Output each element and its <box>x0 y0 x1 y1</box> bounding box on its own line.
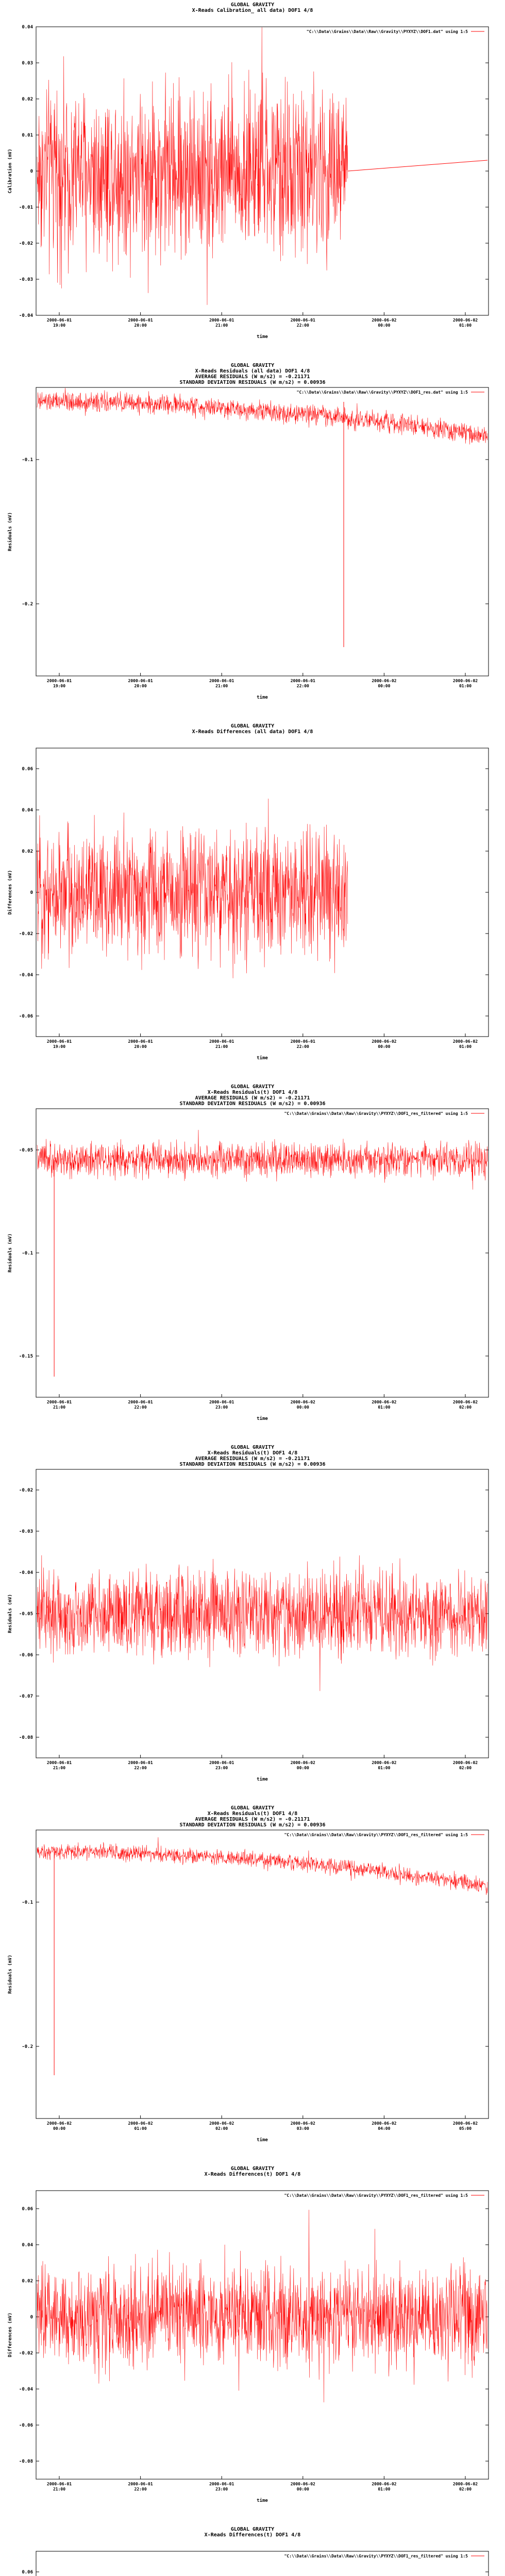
chart-title-line: STANDARD DEVIATION RESIDUALS (W m/s2) = 0.00936 <box>179 1101 326 1107</box>
y-axis-label: Residuals (mV) <box>8 1955 13 1994</box>
x-tick-label: 22:00 <box>296 323 309 328</box>
series-tail <box>348 160 487 171</box>
x-tick-label: 2000-06-01 <box>209 1760 234 1765</box>
y-tick-label: -0.06 <box>19 1014 33 1019</box>
chart-title-line: AVERAGE RESIDUALS (W m/s2) = -0.21171 <box>195 1817 310 1822</box>
x-tick-label: 2000-06-01 <box>128 679 153 683</box>
y-tick-label: -0.1 <box>22 1900 33 1905</box>
y-axis-label: Differences (mV) <box>8 2312 13 2358</box>
x-tick-label: 01:00 <box>378 2487 391 2492</box>
chart-title-line: X-Reads Residuals(t) DOF1 4/8 <box>207 1090 298 1095</box>
legend-label: "C:\\Data\\Grains\\Data\\Raw\\Gravity\\PYXYZ\\DOF1_res_filtered" using 1:5 <box>284 1111 468 1116</box>
y-tick-label: 0.02 <box>22 849 33 854</box>
chart-panel <box>0 2524 505 2576</box>
x-tick-label: 2000-06-01 <box>209 1039 234 1044</box>
x-tick-label: 2000-06-02 <box>372 2121 397 2126</box>
chart-title-line: GLOBAL GRAVITY <box>230 723 275 729</box>
x-tick-label: 05:00 <box>459 2126 472 2131</box>
plot-frame <box>36 387 489 676</box>
x-tick-label: 21:00 <box>215 1044 228 1049</box>
x-tick-label: 22:00 <box>134 2487 147 2492</box>
x-axis-label: time <box>257 1056 268 1061</box>
x-tick-label: 23:00 <box>215 2487 228 2492</box>
x-tick-label: 2000-06-02 <box>209 2121 234 2126</box>
y-tick-label: -0.08 <box>19 1735 33 1740</box>
x-axis-label: time <box>257 1777 268 1782</box>
x-tick-label: 2000-06-02 <box>290 2121 315 2126</box>
y-tick-label: 0.04 <box>22 808 33 813</box>
x-tick-label: 2000-06-02 <box>452 2482 478 2486</box>
y-axis-label: Residuals (mV) <box>8 1594 13 1633</box>
y-tick-label: -0.07 <box>19 1694 33 1699</box>
chart-svg <box>0 1443 505 1803</box>
y-tick-label: -0.02 <box>19 2351 33 2356</box>
chart-panel <box>0 2164 505 2524</box>
x-tick-label: 2000-06-02 <box>290 2482 315 2486</box>
x-tick-label: 2000-06-02 <box>372 1400 397 1404</box>
chart-svg <box>0 1082 505 1443</box>
x-tick-label: 2000-06-01 <box>46 318 72 323</box>
x-tick-label: 00:00 <box>378 323 391 328</box>
x-tick-label: 2000-06-01 <box>128 318 153 323</box>
x-tick-label: 19:00 <box>53 684 66 688</box>
plot-frame <box>36 1830 489 2119</box>
chart-title-line: GLOBAL GRAVITY <box>230 2 275 8</box>
y-tick-label: -0.03 <box>19 277 33 282</box>
x-tick-label: 20:00 <box>134 1044 147 1049</box>
x-axis-label: time <box>257 2138 268 2143</box>
y-tick-label: -0.02 <box>19 1488 33 1493</box>
x-tick-label: 2000-06-01 <box>209 318 234 323</box>
chart-title-line: GLOBAL GRAVITY <box>230 2527 275 2532</box>
x-tick-label: 2000-06-02 <box>452 1039 478 1044</box>
y-tick-label: 0.03 <box>22 61 33 66</box>
x-tick-label: 2000-06-02 <box>372 1760 397 1765</box>
y-tick-label: 0 <box>30 169 33 174</box>
x-tick-label: 01:00 <box>459 684 472 688</box>
x-tick-label: 22:00 <box>134 1405 147 1410</box>
x-tick-label: 02:00 <box>459 1405 472 1410</box>
y-tick-label: 0.02 <box>22 2279 33 2284</box>
chart-panel <box>0 0 505 361</box>
x-tick-label: 20:00 <box>134 323 147 328</box>
x-tick-label: 00:00 <box>378 684 391 688</box>
series-line <box>37 799 348 978</box>
chart-title-line: AVERAGE RESIDUALS (W m/s2) = -0.21171 <box>195 374 310 380</box>
legend-label: "C:\\Data\\Grains\\Data\\Raw\\Gravity\\PYXYZ\\DOF1_res_filtered" using 1:5 <box>284 1833 468 1837</box>
chart-title-line: AVERAGE RESIDUALS (W m/s2) = -0.21171 <box>195 1095 310 1101</box>
y-tick-label: 0 <box>30 2315 33 2320</box>
chart-title-line: X-Reads Calibration_ all data) DOF1 4/8 <box>192 8 313 13</box>
chart-title-line: X-Reads Differences(t) DOF1 4/8 <box>204 2172 301 2177</box>
chart-title-line: X-Reads Differences(t) DOF1 4/8 <box>204 2532 301 2538</box>
series-line <box>37 1837 487 1895</box>
chart-panel <box>0 1443 505 1803</box>
x-tick-label: 01:00 <box>134 2126 147 2131</box>
series-line <box>37 1555 487 1691</box>
series-line <box>37 27 348 305</box>
x-tick-label: 01:00 <box>459 323 472 328</box>
legend-label: "C:\\Data\\Grains\\Data\\Raw\\Gravity\\PYXYZ\\DOF1_res_filtered" using 1:5 <box>284 2193 468 2198</box>
chart-panel <box>0 1803 505 2164</box>
chart-svg <box>0 0 505 361</box>
y-tick-label: -0.01 <box>19 205 33 210</box>
x-axis-label: time <box>257 2498 268 2503</box>
x-tick-label: 2000-06-01 <box>290 1039 315 1044</box>
legend-label: "C:\\Data\\Grains\\Data\\Raw\\Gravity\\PYXYZ\\DOF1.dat" using 1:5 <box>306 29 468 34</box>
x-tick-label: 23:00 <box>215 1766 228 1770</box>
x-tick-label: 21:00 <box>53 2487 66 2492</box>
y-tick-label: -0.08 <box>19 2459 33 2464</box>
x-tick-label: 01:00 <box>459 1044 472 1049</box>
chart-svg <box>0 2164 505 2524</box>
x-tick-label: 02:00 <box>459 1766 472 1770</box>
chart-title-line: STANDARD DEVIATION RESIDUALS (W m/s2) = 0.00936 <box>179 380 326 385</box>
chart-title-line: STANDARD DEVIATION RESIDUALS (W m/s2) = 0.00936 <box>179 1822 326 1828</box>
x-tick-label: 21:00 <box>215 323 228 328</box>
chart-title-line: GLOBAL GRAVITY <box>230 2166 275 2172</box>
x-tick-label: 2000-06-01 <box>128 1760 153 1765</box>
y-tick-label: 0.04 <box>22 25 33 30</box>
x-tick-label: 21:00 <box>53 1766 66 1770</box>
x-tick-label: 2000-06-01 <box>290 318 315 323</box>
y-tick-label: -0.03 <box>19 1529 33 1534</box>
x-tick-label: 2000-06-02 <box>372 679 397 683</box>
x-tick-label: 00:00 <box>296 1405 309 1410</box>
x-tick-label: 2000-06-01 <box>209 679 234 683</box>
y-tick-label: 0.06 <box>22 767 33 772</box>
x-tick-label: 00:00 <box>378 1044 391 1049</box>
y-tick-label: 0.01 <box>22 133 33 138</box>
y-tick-label: 0.06 <box>22 2207 33 2212</box>
legend-label: "C:\\Data\\Grains\\Data\\Raw\\Gravity\\PYXYZ\\DOF1_res_filtered" using 1:5 <box>284 2554 468 2558</box>
chart-title-line: GLOBAL GRAVITY <box>230 363 275 368</box>
x-tick-label: 22:00 <box>296 1044 309 1049</box>
chart-panel <box>0 1082 505 1443</box>
y-tick-label: -0.02 <box>19 241 33 246</box>
x-tick-label: 2000-06-01 <box>46 1039 72 1044</box>
y-tick-label: -0.04 <box>19 1570 33 1575</box>
chart-panel <box>0 361 505 721</box>
x-tick-label: 22:00 <box>296 684 309 688</box>
x-tick-label: 2000-06-02 <box>452 318 478 323</box>
y-tick-label: 0 <box>30 890 33 895</box>
x-tick-label: 2000-06-01 <box>128 1039 153 1044</box>
x-axis-label: time <box>257 1416 268 1421</box>
chart-title-line: X-Reads Residuals (all data) DOF1 4/8 <box>195 368 310 374</box>
x-tick-label: 2000-06-02 <box>372 1039 397 1044</box>
x-tick-label: 2000-06-02 <box>452 2121 478 2126</box>
x-axis-label: time <box>257 695 268 700</box>
x-tick-label: 19:00 <box>53 323 66 328</box>
y-tick-label: -0.06 <box>19 1653 33 1658</box>
x-tick-label: 21:00 <box>53 1405 66 1410</box>
x-tick-label: 2000-06-01 <box>46 1760 72 1765</box>
x-tick-label: 2000-06-02 <box>452 1400 478 1404</box>
x-tick-label: 22:00 <box>134 1766 147 1770</box>
series-line <box>37 1130 487 1190</box>
chart-svg <box>0 721 505 1082</box>
x-tick-label: 2000-06-01 <box>46 679 72 683</box>
x-axis-label: time <box>257 334 268 340</box>
chart-title-line: X-Reads Residuals(t) DOF1 4/8 <box>207 1450 298 1456</box>
x-tick-label: 02:00 <box>215 2126 228 2131</box>
x-tick-label: 2000-06-01 <box>128 2482 153 2486</box>
chart-title-line: AVERAGE RESIDUALS (W m/s2) = -0.21171 <box>195 1456 310 1462</box>
y-axis-label: Residuals (mV) <box>8 1233 13 1273</box>
y-tick-label: -0.06 <box>19 2423 33 2428</box>
x-tick-label: 2000-06-01 <box>46 2482 72 2486</box>
y-tick-label: 0.06 <box>22 2570 33 2575</box>
x-tick-label: 2000-06-02 <box>372 318 397 323</box>
chart-svg <box>0 2524 505 2576</box>
y-tick-label: -0.1 <box>22 1251 33 1256</box>
x-tick-label: 2000-06-01 <box>290 679 315 683</box>
chart-panel <box>0 721 505 1082</box>
x-tick-label: 00:00 <box>53 2126 66 2131</box>
x-tick-label: 01:00 <box>378 1405 391 1410</box>
x-tick-label: 04:00 <box>378 2126 391 2131</box>
x-tick-label: 19:00 <box>53 1044 66 1049</box>
y-tick-label: -0.04 <box>19 313 33 318</box>
x-tick-label: 03:00 <box>296 2126 309 2131</box>
plot-frame <box>36 2191 489 2479</box>
x-tick-label: 2000-06-02 <box>290 1760 315 1765</box>
legend-label: "C:\\Data\\Grains\\Data\\Raw\\Gravity\\PYXYZ\\DOF1_res.dat" using 1:5 <box>296 390 468 395</box>
chart-title-line: X-Reads Differences (all data) DOF1 4/8 <box>192 729 313 735</box>
x-tick-label: 2000-06-01 <box>128 1400 153 1404</box>
chart-title-line: GLOBAL GRAVITY <box>230 1084 275 1090</box>
y-tick-label: -0.2 <box>22 2044 33 2049</box>
y-tick-label: 0.04 <box>22 2243 33 2248</box>
series-line <box>37 2210 487 2402</box>
y-tick-label: -0.04 <box>19 973 33 978</box>
x-tick-label: 00:00 <box>296 1766 309 1770</box>
x-tick-label: 2000-06-01 <box>209 1400 234 1404</box>
y-tick-label: -0.05 <box>19 1612 33 1617</box>
y-tick-label: -0.2 <box>22 602 33 607</box>
series-line <box>37 388 487 445</box>
chart-title-line: STANDARD DEVIATION RESIDUALS (W m/s2) = 0.00936 <box>179 1462 326 1467</box>
x-tick-label: 23:00 <box>215 1405 228 1410</box>
x-tick-label: 2000-06-01 <box>209 2482 234 2486</box>
chart-svg <box>0 361 505 721</box>
y-tick-label: -0.05 <box>19 1148 33 1153</box>
chart-title-line: GLOBAL GRAVITY <box>230 1445 275 1450</box>
y-tick-label: -0.02 <box>19 931 33 937</box>
y-tick-label: 0.02 <box>22 97 33 102</box>
y-axis-label: Differences (mV) <box>8 870 13 915</box>
x-tick-label: 02:00 <box>459 2487 472 2492</box>
x-tick-label: 2000-06-02 <box>372 2482 397 2486</box>
x-tick-label: 2000-06-02 <box>452 679 478 683</box>
x-tick-label: 00:00 <box>296 2487 309 2492</box>
chart-title-line: GLOBAL GRAVITY <box>230 1805 275 1811</box>
x-tick-label: 2000-06-01 <box>46 1400 72 1404</box>
y-axis-label: Residuals (mV) <box>8 512 13 551</box>
chart-title-line: X-Reads Residuals(t) DOF1 4/8 <box>207 1811 298 1817</box>
x-tick-label: 2000-06-02 <box>128 2121 153 2126</box>
y-tick-label: -0.1 <box>22 457 33 463</box>
x-tick-label: 21:00 <box>215 684 228 688</box>
x-tick-label: 2000-06-02 <box>290 1400 315 1404</box>
y-tick-label: -0.04 <box>19 2387 33 2392</box>
y-axis-label: Calibration (mV) <box>8 148 13 194</box>
x-tick-label: 2000-06-02 <box>452 1760 478 1765</box>
x-tick-label: 20:00 <box>134 684 147 688</box>
x-tick-label: 01:00 <box>378 1766 391 1770</box>
x-tick-label: 2000-06-02 <box>46 2121 72 2126</box>
chart-svg <box>0 1803 505 2164</box>
y-tick-label: -0.15 <box>19 1354 33 1359</box>
